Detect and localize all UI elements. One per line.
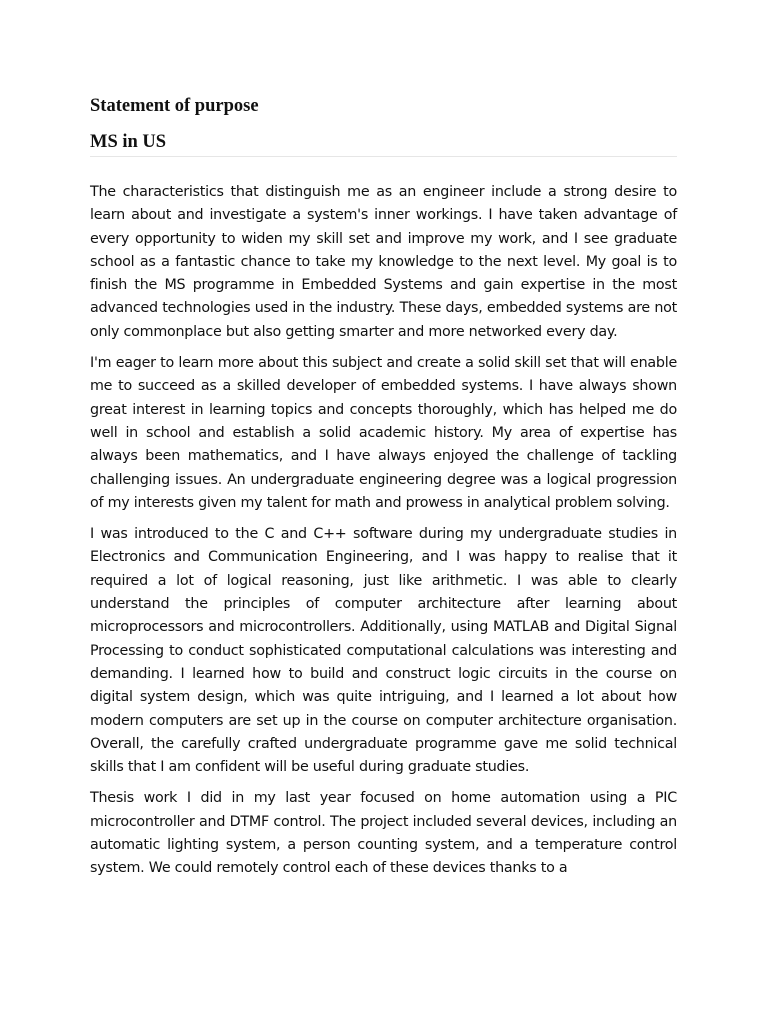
paragraph-1: The characteristics that distinguish me as an engineer include a strong desire to learn about and investigate a system's inner workings. I have taken advantage of every opportunity to widen my skill set and improve my work, and I see graduate school as a fantastic chance to take my knowledge to the next level. My goal is to finish the MS programme in Embedded Systems and gain expertise in the most advanced technologies used in the industry. These days, embedded systems are not only commonplace but also getting smarter and more networked every day.: [90, 184, 677, 340]
document-body: [90, 181, 677, 881]
paragraph-4: Thesis work I did in my last year focused on home automation using a PIC microcontroller and DTMF control. The project included several devices, including an automatic lighting system, a person counting system, and a temperature control system. We could remotely control each of these devices thanks to a: [90, 790, 677, 877]
document-title: Statement of purpose: [90, 96, 259, 116]
paragraph-3: I was introduced to the C and C++ software during my undergraduate studies in Electronics and Communication Engineering, and I was happy to realise that it required a lot of logical reasoning, just like arithmetic. I was able to clearly understand the principles of computer architecture after learning about microprocessors and microcontrollers. Additionally, using MATLAB and Digital Signal Processing to conduct sophisticated computational calculations was interesting and demanding. I learned how to build and construct logic circuits in the course on digital system design, which was quite intriguing, and I learned a lot about how modern computers are set up in the course on computer architecture organisation. Overall, the carefully crafted undergraduate programme gave me solid technical skills that I am confident will be useful during graduate studies.: [90, 526, 677, 776]
document-subtitle: MS in US: [90, 130, 677, 157]
document-page: [90, 94, 677, 889]
paragraph-2: I'm eager to learn more about this subject and create a solid skill set that will enable me to succeed as a skilled developer of embedded systems. I have always shown great interest in learning topics and concepts thoroughly, which has helped me do well in school and establish a solid academic history. My area of expertise has always been mathematics, and I have always enjoyed the challenge of tackling challenging issues. An undergraduate engineering degree was a logical progression of my interests given my talent for math and prowess in analytical problem solving.: [90, 355, 677, 511]
